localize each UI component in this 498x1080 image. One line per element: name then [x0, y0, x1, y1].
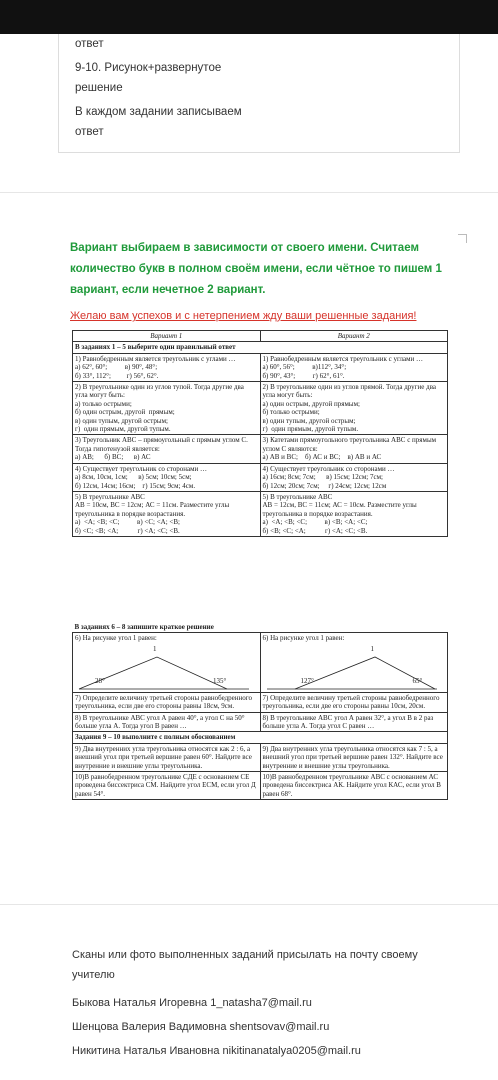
variant1-header: Вариант 1 — [73, 331, 261, 342]
task-cell: 10)В равнобедренном треугольнике CДЕ с основанием CЕ проведена биссектриса СМ. Найдите угол ЕСМ, если угол Д равен 54°. — [73, 772, 261, 800]
task-options: а) 62°, 60°; в) 90°, 48°; б) 33°, 112°; г) 56°, 62°. — [75, 363, 159, 380]
angle-label: 28° — [95, 676, 105, 685]
text-line: решение — [75, 82, 123, 94]
task-cell: 8) В треугольнике АВС угол А равен 40°, а угол С на 50° больше угла А. Тогда угол В равен … — [73, 712, 261, 732]
task-options: а) только острыми; б) один острым, другой прямым; в) один тупым, другой острым; г) один прямым, другой тупым. — [75, 399, 175, 434]
task-cell — [260, 382, 448, 435]
top-status-bar — [0, 0, 498, 34]
variant2-header: Вариант 2 — [260, 331, 448, 342]
task-cell — [260, 353, 448, 381]
task-cell: 9) Два внутренних угла треугольника относятся как 7 : 5, а внешний угол при третьей вершине равен 132°. Найдите все внутренние и внешние углы треугольника. — [260, 743, 448, 771]
teacher-contact: Шенцова Валерия Вадимовна shentsovav@mail.ru — [72, 1021, 330, 1033]
task-options: а) <А; <В; <С; в) <С; <А; <В; б) <С; <В; <А; г) <А; <С; <В. — [75, 518, 180, 535]
task-text: 2) В треугольнике один из углов тупой. Тогда другие два угла могут быть: — [75, 383, 244, 400]
assignment-card — [60, 210, 460, 800]
task-text: 2) В треугольнике один из углов прямой. Тогда другие два угла могут быть: — [262, 383, 437, 400]
task-options: а) АВ и ВС; б) АС и ВС; в) АВ и АС — [262, 453, 382, 462]
task-text: 4) Существует треугольник со сторонами … — [262, 464, 395, 473]
text-line: ответ — [75, 126, 104, 138]
task-cell: 9) Два внутренних угла треугольника относятся как 2 : 6, а внешний угол при третьей вершине равен 60°. Найдите все внутренние и внешние углы треугольника. — [73, 743, 261, 771]
task-text: 5) В треугольнике АВС АВ = 10см, ВС = 12см; АС = 11см. Разместите углы треугольника в порядке возрастания. — [75, 492, 230, 518]
task-cell: 8) В треугольнике АВС угол А равен 32°, а угол В в 2 раз больше угла А. Тогда угол С равен … — [260, 712, 448, 732]
task-cell — [73, 435, 261, 463]
task-cell — [73, 463, 261, 491]
section-header: В заданиях 1 – 5 выберите один правильный ответ — [73, 342, 448, 353]
submission-instruction: Сканы или фото выполненных заданий присылать на почту своему учителю — [72, 949, 418, 981]
variant-instruction: Вариант выбираем в зависимости от своего имени. Считаем количество букв в полном своём имени, если чётное то пишем 1 вариант, если нечетное 2 вариант. — [70, 242, 442, 296]
task-cell: 10)В равнобедренном треугольнике АВС с основанием АС проведена биссектриса АК. Найдите угол КАС, если угол В равен 68°. — [260, 772, 448, 800]
section-header: Задания 9 – 10 выполните с полным обоснованием — [73, 732, 448, 743]
task-text: 5) В треугольнике АВС АВ = 12см, ВС = 11см; АС = 10см. Разместите углы треугольника в порядке возрастания. — [262, 492, 417, 518]
angle-label: 127° — [300, 676, 314, 685]
text-line: ответ — [75, 38, 104, 50]
triangle-figure-v1 — [75, 643, 258, 691]
task-text: 1) Равнобедренным является треугольник с углами … — [75, 354, 236, 363]
text-line: 9-10. Рисунок+развернутое — [75, 62, 222, 74]
task-cell — [73, 382, 261, 435]
task-text: 1) Равнобедренным является треугольник с углами … — [262, 354, 424, 363]
section-header: В заданиях 6 – 8 запишите краткое решение — [73, 622, 448, 633]
test-table-part1 — [72, 330, 448, 537]
task-options: а) 60°, 56°; в)112°, 34°; б) 90°, 43°; г) 62°, 61°. — [262, 363, 347, 380]
divider — [0, 192, 498, 193]
good-luck-note: Желаю вам успехов и с нетерпением жду ваши решенные задания! — [70, 310, 417, 322]
task-text: 3) Катетами прямоугольного треугольника ABC с прямым углом С являются: — [262, 436, 437, 453]
contacts-card — [58, 945, 458, 1057]
apex-label: 1 — [153, 644, 157, 653]
task-options: а) 8см, 10см, 1см; в) 5см; 10см; 5см; б) 12см, 14см; 16см; г) 15см; 9см; 4см. — [75, 473, 196, 490]
apex-label: 1 — [370, 644, 374, 653]
test-table-part2 — [72, 622, 448, 800]
task-options: а) АВ; б) ВС; в) АС — [75, 453, 151, 462]
task-cell — [260, 463, 448, 491]
task-cell — [260, 633, 448, 692]
task-text: 6) На рисунке угол 1 равен: — [262, 634, 345, 643]
teacher-contact: Быкова Наталья Игоревна 1_natasha7@mail.ru — [72, 997, 312, 1009]
task-options: а) 16см; 8см; 7см; в) 15см; 12см; 7см; б) 12см; 20см; 7см; г) 24см; 12см; 12см — [262, 473, 387, 490]
instructions-card-top — [58, 34, 460, 153]
task-text: 6) На рисунке угол 1 равен: — [75, 634, 157, 643]
task-text: 3) Треугольник ABC – прямоугольный с прямым углом С. Тогда гипотенузой является: — [75, 436, 248, 453]
divider — [0, 904, 498, 905]
angle-label: 135° — [213, 676, 227, 685]
text-line: В каждом задании записываем — [75, 106, 242, 118]
task-cell — [260, 491, 448, 536]
task-cell — [73, 633, 261, 692]
angle-label: 65° — [412, 676, 423, 685]
task-cell — [260, 435, 448, 463]
triangle-figure-v2 — [263, 643, 446, 691]
task-options: а) один острым, другой прямым; б) только острыми; в) один тупым, другой острым; г) один прямым, другой тупым. — [262, 399, 360, 434]
task-cell: 7) Определите величину третьей стороны равнобедренного треугольника, если две его стороны равны 10см, 20см. — [260, 692, 448, 712]
teacher-contact: Никитина Наталья Ивановна nikitinanatalya0205@mail.ru — [72, 1045, 361, 1057]
task-cell: 7) Определите величину третьей стороны равнобедренного треугольника, если две его стороны равны 18см, 9см. — [73, 692, 261, 712]
task-cell — [73, 491, 261, 536]
task-cell — [73, 353, 261, 381]
task-text: 4) Существует треугольник со сторонами … — [75, 464, 208, 473]
task-options: а) <А; <В; <С; в) <В; <А; <С; б) <В; <С; <А; г) <А; <С; <В. — [262, 518, 368, 535]
